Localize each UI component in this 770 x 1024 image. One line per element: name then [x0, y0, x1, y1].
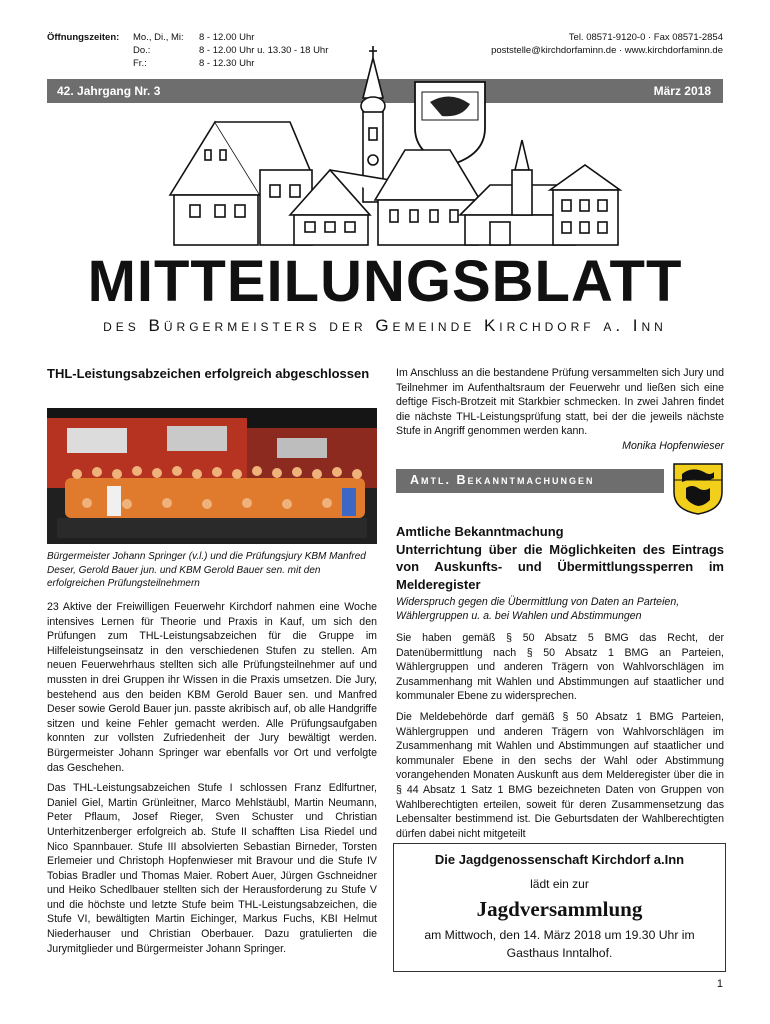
notice-paragraph-2: Die Meldebehörde darf gemäß § 50 Absatz 1 BMG Parteien, Wählergruppen und anderen Trägern von Wahlvorschlägen im Zusammenhang mit Wahlen und Abstimmungen auf staatlicher und kommunaler Ebene in den sechs der Wahl oder Abstimmung vorangehenden Monaten Auskunft aus dem Melderegister über die in § 44 Absatz 1 Satz 1 BMG bezeichneten Daten von Gruppen von Wahlberechtigten erteilen, soweit für deren Zusammensetzung das Lebensalter bestimmend ist. Die Geburtsdaten der Wahlberechtigten dürfen dabei nicht mitgeteilt: [396, 710, 724, 840]
hours-time-3: 8 - 12.30 Uhr: [199, 58, 255, 69]
photo-caption: Bürgermeister Johann Springer (v.l.) und die Prüfungsjury KBM Manfred Deser, Gerold Bauer jun. und KBM Gerold Bauer sen. mit den erfolgreichen Prüfungsteilnehmern: [47, 551, 366, 590]
event-details: [394, 926, 725, 962]
contact-email-web[interactable]: poststelle@kirchdorfaminn.de · www.kirchdorfaminn.de: [491, 44, 723, 56]
notice-title: Unterrichtung über die Möglichkeiten des Eintrags von Auskunfts- und Übermittlungssperren im Melderegister: [396, 541, 724, 592]
event-organizer: Die Jagdgenossenschaft Kirchdorf a.Inn: [434, 852, 685, 867]
event-title: Jagdversammlung: [476, 897, 643, 921]
section-label: Amtl. Bekanntmachungen: [410, 473, 595, 487]
section-bar: [396, 469, 664, 493]
article-body-right: [396, 366, 724, 454]
event-when: am Mittwoch, den 14. März 2018 um 19.30 Uhr im: [424, 928, 695, 942]
crest-icon: [672, 462, 724, 516]
article-heading: THL-Leistungsabzeichen erfolgreich abgeschlossen: [47, 366, 370, 381]
article-body-left: [47, 600, 377, 962]
notice-paragraph-1: Sie haben gemäß § 50 Absatz 5 BMG das Recht, der Datenübermittlung nach § 50 Absatz 1 BMG an Parteien, Wählergruppen und anderen Trägern von Wahlvorschlägen im Zusammenhang mit Wahlen und Abstimmungen auf staatlicher und kommunaler Ebene zu widersprechen.: [396, 632, 724, 703]
hours-days-2: Do.:: [133, 45, 151, 56]
village-illustration: [160, 40, 630, 250]
hours-time-1: 8 - 12.00 Uhr: [199, 32, 255, 43]
contact-phone-fax: Tel. 08571-9120-0 · Fax 08571-2854: [568, 32, 723, 43]
hours-days-3: Fr.:: [133, 58, 147, 69]
event-where: Gasthaus Inntalhof.: [506, 946, 613, 960]
hours-days-1: Mo., Di., Mi:: [133, 32, 184, 43]
article-photo: [47, 408, 377, 544]
article-author: Monika Hopfenwieser: [622, 439, 724, 452]
issue-number: 42. Jahrgang Nr. 3: [57, 84, 161, 98]
page-number: 1: [716, 978, 723, 990]
notice-subheading: Widerspruch gegen die Übermittlung von Daten an Parteien, Wählergruppen u. a. bei Wahlen und Abstimmungen: [396, 596, 680, 622]
issue-date: März 2018: [653, 84, 711, 98]
event-invites: lädt ein zur: [530, 877, 589, 891]
notice: [396, 523, 724, 847]
article-paragraph-3: Im Anschluss an die bestandene Prüfung versammelten sich Jury und Teilnehmer im Aufenthaltsraum der Feuerwehr und ließen sich eine deftige Fisch-Brotzeit mit Starkbier schmecken. In zwei Jahren findet die nächste THL-Leistungsprüfung statt, bei der die jeweils nächste Stufe in Angriff genommen werden kann.: [396, 367, 724, 438]
event-box: [393, 843, 726, 972]
masthead-subtitle: des Bürgermeisters der Gemeinde Kirchdorf a. Inn: [103, 316, 667, 335]
firefighters-photo-illustration: [47, 408, 377, 544]
hours-time-2: 8 - 12.00 Uhr u. 13.30 - 18 Uhr: [199, 45, 329, 56]
opening-hours-label: Öffnungszeiten:: [47, 32, 120, 43]
article-paragraph-2: Das THL-Leistungsabzeichen Stufe I schlossen Franz Edlfurtner, Daniel Giel, Martin Grünleitner, Marco Mehlstäubl, Martin Neumann, Peter Pflaum, Josef Rieger, Sven Schuster und Christian Unterhitzenberger erfolgreich ab. Stufe II schafften Lisa Riedel und Nico Spannbauer. Stufe III absolvierten Sebastian Birneder, Torsten Erlemeier und Christoph Hopfenwieser mit Bravour und die Stufe IV Tobias Bradler und Thomas Maier. Robert Auer, Jürgen Gschneidner und Heiko Schedlbauer stellten sich der Herausforderung zu Stufe V und die höchste und letzte Stufe beim THL-Leistungsabzeichen, die Stufe VI, bewältigten Martin Eichinger, Markus Fuchs, KBI Helmut Niederhauser und Christian Oberbauer. Dazu gratulierten die Jurymitglieder und Bürgermeister Johann Springer.: [47, 782, 377, 955]
article-paragraph-1: 23 Aktive der Freiwilligen Feuerwehr Kirchdorf nahmen eine Woche intensives Lernen für Theorie und Praxis in Kauf, um sich den Prüfungen zum THL-Leistungsabzeichen für die Gruppe im Hilfeleistungseinsatz in den verschiedenen Stufen zu stellen. Am neuen Feuerwehrhaus stellten sich alle Prüfungsteilnehmer auf und mussten in drei Gruppen ihr Wissen in die Praxis umsetzen. Die Jury, bestehend aus den beiden KBM Gerold Bauer sen. und Manfred Deser sowie Gerold Bauer jun. passte akribisch auf, ob alle Handgriffe sitzen und keine Fehler gemacht werden. Alle Prüfungsaufgaben konnten zur vollsten Zufriedenheit der Jury bewältigt werden. Bürgermeister Johann Springer war ebenfalls vor Ort und verfolgte das Geschehen.: [47, 601, 377, 774]
masthead-title: MITTEILUNGSBLATT: [87, 249, 683, 314]
notice-heading: Amtliche Bekanntmachung: [396, 524, 564, 539]
